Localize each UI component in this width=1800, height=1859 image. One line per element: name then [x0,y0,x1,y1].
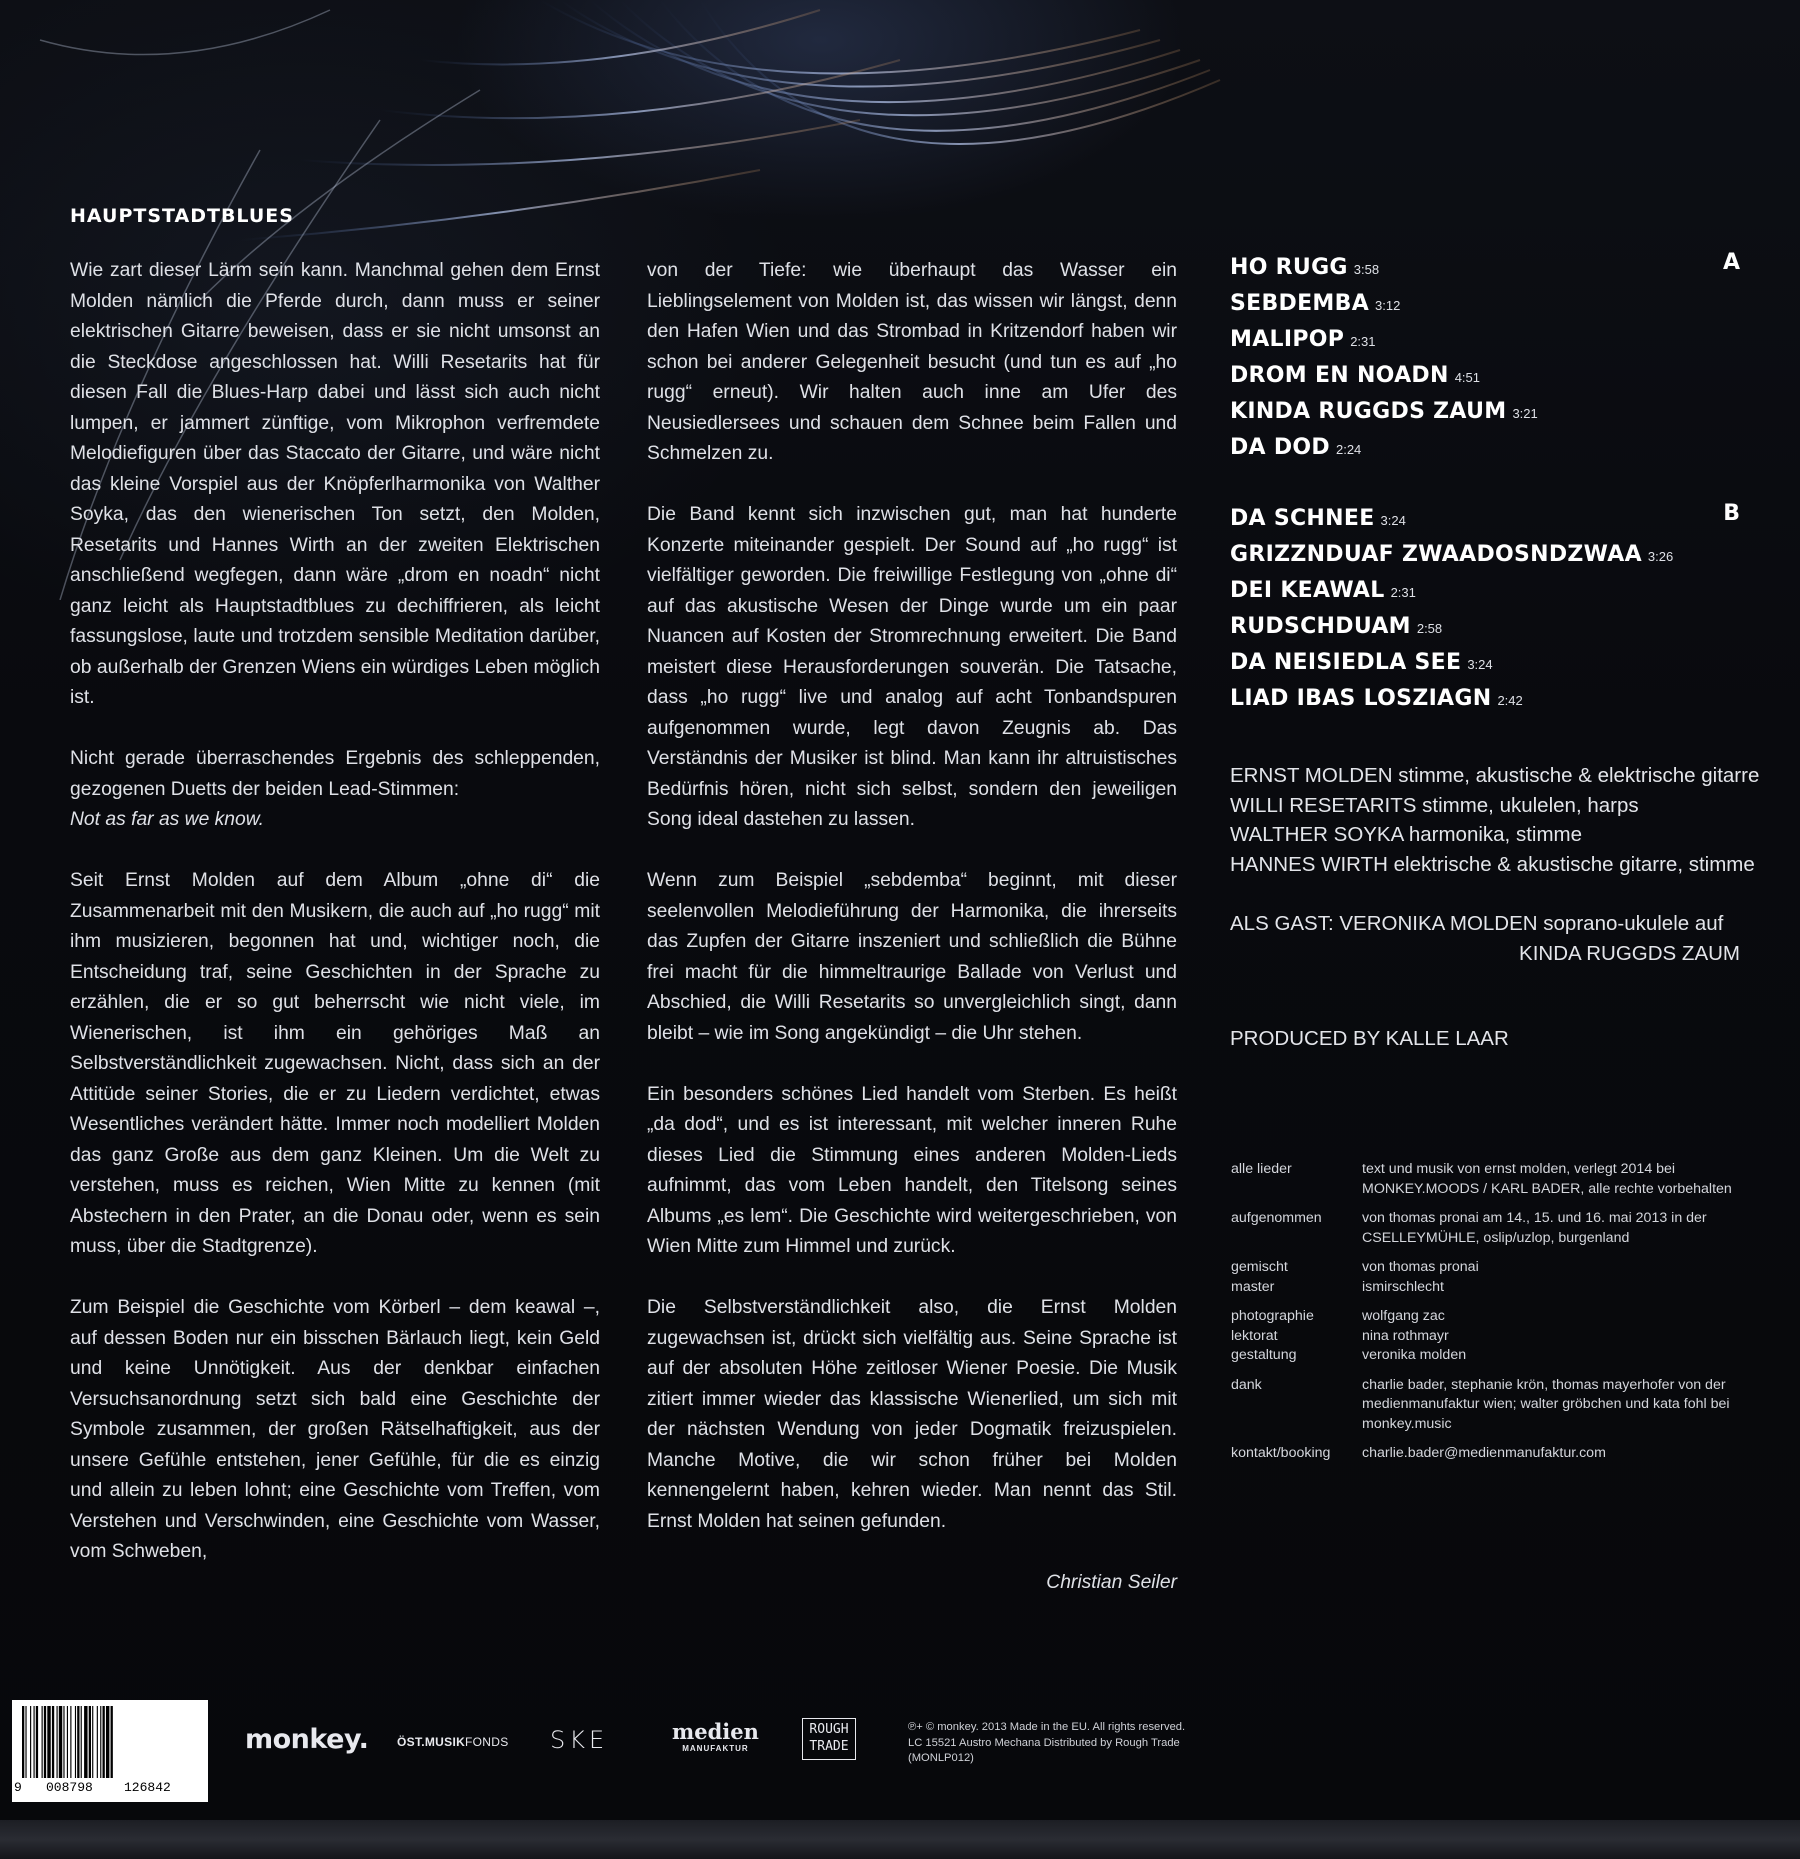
producer-credit: PRODUCED BY KALLE LAAR [1230,1027,1509,1050]
detail-row [1231,1444,1751,1464]
essay-paragraph [70,744,600,836]
detail-label-text: gemischt [1231,1259,1288,1275]
barcode-digit: 9 [14,1780,22,1795]
detail-value-text: nina rothmayr [1362,1327,1449,1344]
essay-left-column [70,256,600,1598]
footer-logos [0,1690,1800,1810]
rough-trade-logo [802,1718,856,1760]
essay-heading: HAUPTSTADTBLUES [70,205,294,227]
ske-logo: SKE [550,1726,609,1754]
detail-row [1231,1209,1751,1248]
legal-line: (MONLP012) [908,1752,974,1764]
trade-text: TRADE [809,1739,849,1754]
detail-value [1362,1376,1751,1435]
medienmanufaktur-logo [672,1721,759,1755]
barcode-bar [30,1706,31,1778]
essay-paragraph: Zum Beispiel die Geschichte vom Körberl – dem keawal –, auf dessen Boden nur ein bisschen Bärlauch liegt, kein Geld und keine Unnötigkeit. Aus der denkbar einfachen Versuchsanordnung setzt sich bald eine Geschichte der Symbole zusammen, der großen Rätselhaftigkeit, aus der unsere Gefühle entstehen, jener Gefühle, für die es einzig und allein zu leben lohnt; eine Geschichte vom Treffen, vom Verstehen und Verschwinden, eine Geschichte vom Wasser, vom Schweben, [70,1297,600,1562]
barcode-bar [25,1706,26,1778]
track-duration: 2:58 [1416,621,1443,636]
detail-row [1231,1307,1751,1366]
barcode-bar [42,1706,43,1778]
track-title: LIAD IBAS LOSZIAGN [1230,686,1492,711]
guest-credit-song: KINDA RUGGDS ZAUM [1519,941,1740,965]
track-title: SEBDEMBA [1230,291,1370,316]
detail-label [1231,1376,1362,1435]
detail-value [1362,1444,1751,1464]
barcode [12,1700,208,1802]
detail-label [1231,1160,1362,1199]
detail-row [1231,1258,1751,1297]
detail-label-text: dank [1231,1376,1262,1393]
track-row [1230,250,1740,286]
essay-paragraph: Wenn zum Beispiel „sebdemba“ beginnt, mit dieser seelenvollen Melodieführung der Harmonika, die ihrerseits das Zupfen der Gitarre inszeniert und schließlich die Bühne frei macht für die himmeltraurige Ballade von Verlust und Abschied, die Willi Resetarits so unvergleichlich singt, dann bleibt – wie im Song angekündigt – die Uhr stehen. [647,870,1177,1044]
detail-label-text: kontakt/booking [1231,1445,1331,1461]
barcode-digits-left: 008798 [46,1780,93,1795]
detail-value [1362,1160,1751,1199]
track-row [1230,645,1740,681]
ost-musik-text: ÖST.MUSIK [397,1735,466,1749]
detail-value [1362,1258,1751,1297]
track-duration: 3:24 [1380,513,1406,528]
track-title: HO RUGG [1230,255,1348,280]
ost-fonds-text: FONDS [465,1735,509,1749]
track-row [1230,573,1740,609]
detail-label-text: gestaltung [1231,1347,1297,1363]
barcode-bar [84,1706,87,1778]
track-title: DA SCHNEE [1230,506,1375,531]
barcode-bar [92,1706,93,1778]
barcode-bar [100,1706,101,1778]
detail-label-text: lektorat [1231,1327,1278,1344]
barcode-bars-icon [20,1706,200,1778]
musician-line: WILLI RESETARITS stimme, ukulelen, harps [1230,793,1639,817]
side-letter: B [1723,501,1740,526]
detail-value [1362,1209,1751,1248]
essay-paragraph: Die Band kennt sich inzwischen gut, man hat hunderte Konzerte miteinander gespielt. Der Sound auf „ho rugg“ ist vielfältiger geworden. Die freiwillige Festlegung von „ohne di“ auf das akustische Wesen der Dinge wurde um ein paar Nuancen auf Kosten der Stromrechnung erweitert. Die Band meistert diese Herausforderungen souverän. Die Tatsache, dass „ho rugg“ live und analog auf acht Tonbandspuren aufgenommen wurde, legt davon Zeugnis ab. Das Verständnis der Musiker ist blind. Man kann ihr altruistisches Bedürfnis hören, nicht sich selbst, sondern den jeweiligen Song ideal dastehen zu lassen. [647,504,1177,830]
barcode-bar [81,1706,82,1778]
track-row [1230,430,1740,466]
detail-value-text: von thomas pronai am 14., 15. und 16. mai 2013 in der CSELLEYMÜHLE, oslip/uzlop, burgenland [1362,1210,1707,1246]
track-title: MALIPOP [1230,327,1345,352]
legal-notice [908,1720,1185,1767]
track-duration: 3:24 [1467,657,1493,672]
duet-intro: Nicht gerade überraschendes Ergebnis des schleppenden, gezogenen Duetts der beiden Lead-Stimmen: [70,748,600,800]
essay-paragraph: von der Tiefe: wie überhaupt das Wasser ein Lieblingselement von Molden ist, das wissen wir längst, denn den Hafen Wien und das Strombad in Kritzendorf haben wir schon bei anderer Gelegenheit besucht (und tun es auf „ho rugg“ erneut). Wir halten auch inne am Ufer des Neusiedlersees und schauen dem Schnee beim Fallen und Schmelzen zu. [647,260,1177,464]
track-duration: 2:24 [1335,442,1362,457]
detail-label [1231,1444,1362,1464]
barcode-bar [67,1706,68,1778]
detail-label [1231,1307,1362,1366]
detail-label [1231,1258,1362,1297]
barcode-bar [34,1706,35,1778]
barcode-bar [106,1706,109,1778]
detail-row [1231,1160,1751,1199]
musician-credits [1230,761,1760,1054]
side-letter: A [1722,250,1740,275]
essay-author: Christian Seiler [1046,1571,1177,1593]
production-details [1231,1160,1751,1474]
track-row [1230,322,1740,358]
track-row [1230,394,1740,430]
barcode-digits-right: 126842 [124,1780,171,1795]
barcode-bar [52,1706,54,1778]
detail-label-text: master [1231,1278,1275,1295]
track-duration: 2:31 [1350,334,1376,349]
detail-value-text: text und musik von ernst molden, verlegt 2014 bei MONKEY.MOODS / KARL BADER, alle rechte vorbehalten [1362,1161,1732,1197]
barcode-bar [75,1706,76,1778]
barcode-bar [89,1706,91,1778]
detail-row [1231,1376,1751,1435]
legal-line: ℗+ © monkey. 2013 Made in the EU. All rights reserved. [908,1721,1186,1733]
manufaktur-text: MANUFAKTUR [682,1744,749,1753]
ost-musikfonds-logo [397,1735,509,1749]
track-duration: 3:21 [1512,406,1538,421]
detail-value-text: von thomas pronai [1362,1259,1479,1275]
legal-line: LC 15521 Austro Mechana Distributed by Rough Trade [908,1736,1180,1749]
detail-value-text: veronika molden [1362,1347,1467,1363]
barcode-bar [22,1706,24,1778]
barcode-bar [111,1706,113,1778]
essay-paragraph: Wie zart dieser Lärm sein kann. Manchmal gehen dem Ernst Molden nämlich die Pferde durch, dann muss er seiner elektrischen Gitarre beweisen, dass er sie nicht umsonst an die Steckdose angeschlossen hat. Willi Resetarits hat für diesen Fall die Blues-Harp dabei und lässt sich auch nicht lumpen, er jammert zünftige, vom Mikrophon verfremdete Melodiefiguren über das Staccato der Gitarre, und wäre nicht das kleine Vorspiel aus der Knöpferlharmonika von Walther Soyka, das den wienerischen Ton setzt, den Molden, Resetarits und Hannes Wirth an der zweiten Elektrischen anschließend wegfegen, dann wäre „drom en noadn“ nicht ganz leicht als Hauptstadtblues zu dechiffrieren, als leicht fassungslose, laute und trotzdem sensible Meditation darüber, ob außerhalb der Grenzen Wiens ein würdiges Leben möglich ist. [70,260,600,708]
barcode-bar [36,1706,38,1778]
track-duration: 3:26 [1647,549,1674,564]
rough-text: ROUGH [809,1722,849,1737]
barcode-bar [70,1706,71,1778]
track-duration: 2:31 [1390,585,1416,600]
detail-label-text: photographie [1231,1308,1314,1324]
barcode-bar [59,1706,62,1778]
barcode-bar [77,1706,79,1778]
detail-value [1362,1307,1751,1366]
detail-value-text: wolfgang zac [1362,1308,1445,1324]
track-title: DA DOD [1230,435,1330,460]
track-row [1230,609,1740,645]
tracklist [1230,250,1740,717]
detail-value-text: charlie bader, stephanie krön, thomas mayerhofer von der medienmanufaktur wien; walter gröbchen und kata fohl bei monkey.music [1362,1376,1730,1432]
side-b [1230,501,1740,717]
track-duration: 3:58 [1353,262,1380,277]
musician-line: WALTHER SOYKA harmonika, stimme [1230,823,1583,846]
detail-label-text: aufgenommen [1231,1210,1322,1226]
barcode-bar [97,1706,98,1778]
track-title: GRIZZNDUAF ZWAADOSNDZWAA [1230,542,1642,567]
track-duration: 3:12 [1375,298,1401,313]
barcode-bar [47,1706,50,1778]
side-a [1230,250,1740,466]
essay-middle-column [647,256,1177,1629]
track-title: DA NEISIEDLA SEE [1230,650,1462,675]
track-row [1230,286,1740,322]
barcode-bar [63,1706,64,1778]
track-title: KINDA RUGGDS ZAUM [1230,399,1507,424]
track-duration: 4:51 [1454,370,1480,385]
guest-credit: ALS GAST: VERONIKA MOLDEN soprano-ukulele auf [1230,912,1724,935]
musician-line: ERNST MOLDEN stimme, akustische & elektrische gitarre [1230,764,1760,787]
essay-paragraph: Seit Ernst Molden auf dem Album „ohne di“ die Zusammenarbeit mit den Musikern, die auch auf „ho rugg“ mit ihm musizieren, begonnen hat und, wichtiger noch, die Entscheidung traf, seine Geschichten in der Sprache zu erzählen, die er so gut beherrscht wie nicht viele, im Wienerischen, ist ihm ein gehöriges Maß an Selbstverständlichkeit zugewachsen. Nicht, dass sich an der Attitüde seiner Stories, die er zu Liedern verdichtet, etwas Wesentliches verändert hätte. Immer noch modelliert Molden das ganz Große aus dem ganz Kleinen. Um die Welt zu verstehen, muss es reichen, Wien Mitte zu kennen (mit Abstechern in den Prater, an die Donau oder, wenn es sein muss, über die Stadtgrenze). [70,870,600,1257]
track-title: RUDSCHDUAM [1230,614,1411,639]
medien-text: medien [672,1719,759,1744]
track-title: DEI KEAWAL [1230,578,1385,603]
monkey-logo: monkey. [245,1724,369,1755]
detail-label [1231,1209,1362,1248]
track-row [1230,358,1740,394]
essay-paragraph: Ein besonders schönes Lied handelt vom Sterben. Es heißt „da dod“, und es ist interessant, mit welcher inneren Ruhe dieses Lied die Stimmung eines anderen Molden-Lieds aufnimmt, das vom Leben handelt, den Titelsong seines Albums „es lem“. Die Geschichte wird weitergeschrieben, von Wien Mitte zum Himmel und zurück. [647,1083,1177,1257]
essay-paragraph: Die Selbstverständlichkeit also, die Ernst Molden zugewachsen ist, drückt sich vielfältig aus. Seine Sprache ist auf der absoluten Höhe zeitloser Wiener Poesie. Die Musik zitiert immer wieder das klassische Wienerlied, um sich mit der nächsten Wendung von jeder Dogmatik freizuspielen. Manche Motive, die wir schon früher bei Molden kennengelernt haben, kehren wieder. Man nennt das Stil. Ernst Molden hat seinen gefunden. [647,1297,1177,1532]
barcode-bar [44,1706,46,1778]
track-title: DROM EN NOADN [1230,363,1449,388]
sleeve-bottom-edge [0,1820,1800,1859]
barcode-bar [103,1706,105,1778]
track-row [1230,537,1740,573]
detail-label-text: alle lieder [1231,1161,1292,1177]
detail-value-text: ismirschlecht [1362,1278,1444,1295]
musician-line: HANNES WIRTH elektrische & akustische gitarre, stimme [1230,852,1755,876]
track-row [1230,501,1740,537]
detail-value-text: charlie.bader@medienmanufaktur.com [1362,1445,1606,1461]
barcode-bar [57,1706,58,1778]
track-row [1230,681,1740,717]
track-duration: 2:42 [1497,693,1523,708]
duet-quote: Not as far as we know. [70,809,264,830]
